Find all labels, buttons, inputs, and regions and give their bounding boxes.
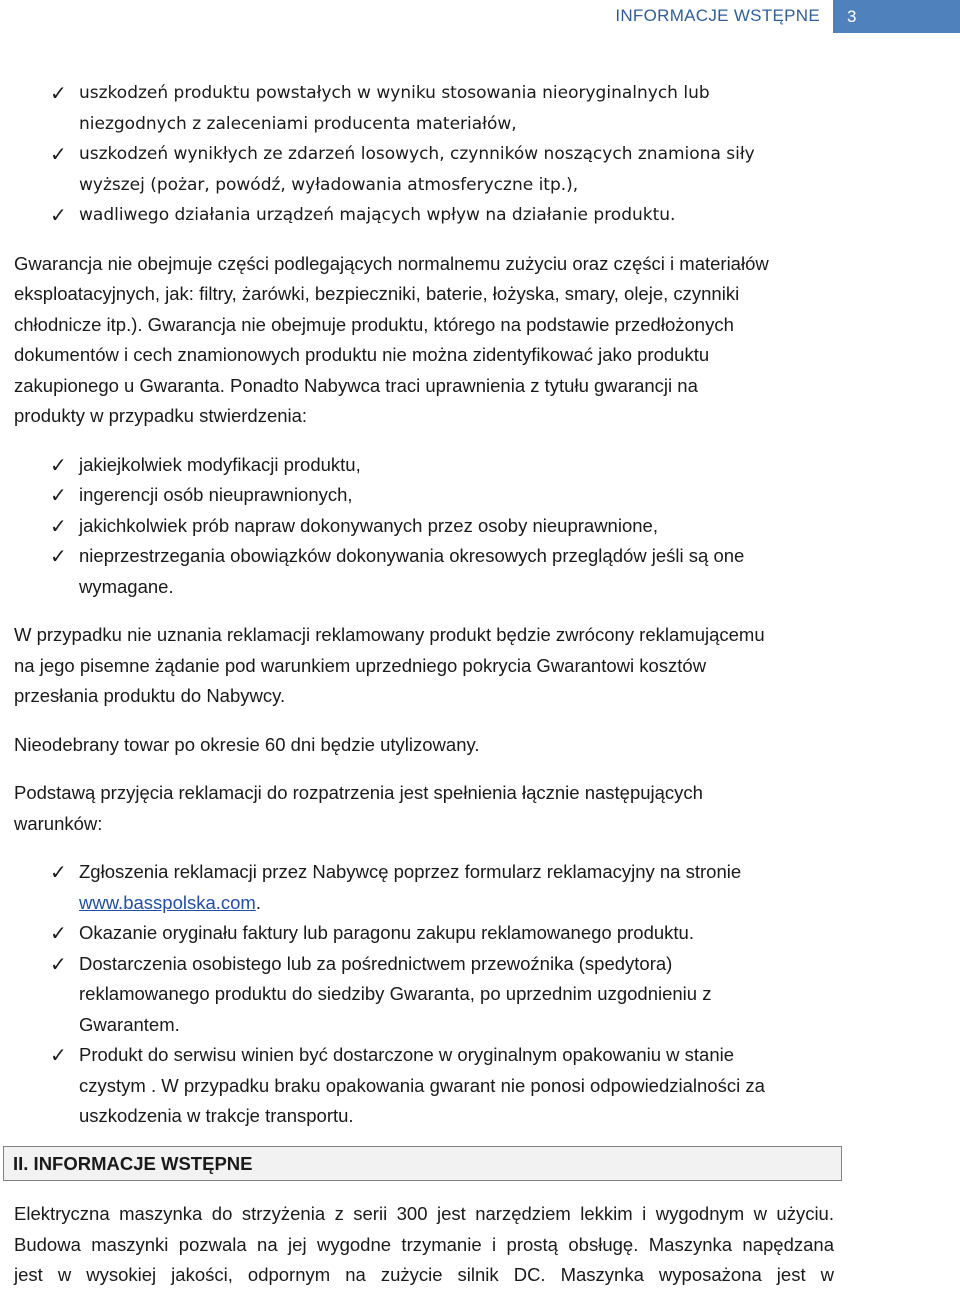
list-item xyxy=(14,511,834,542)
header-title: INFORMACJE WSTĘPNE xyxy=(615,6,820,25)
paragraph-line: na jego pisemne żądanie pod warunkiem uprzedniego pokrycia Gwarantowi kosztów xyxy=(14,654,707,676)
list-item xyxy=(14,78,834,139)
warranty-exclusions-paragraph xyxy=(14,249,834,432)
intro-paragraph xyxy=(14,1199,834,1291)
list-item xyxy=(14,949,834,1041)
page-number: 3 xyxy=(833,0,960,33)
check-icon: ✓ xyxy=(50,921,67,945)
check-icon: ✓ xyxy=(50,203,67,227)
paragraph-line: Elektryczna maszynka do strzyżenia z serii 300 jest narzędziem lekkim i wygodnym w użyciu. xyxy=(14,1203,834,1224)
list-item-text: Dostarczenia osobistego lub za pośrednictwem przewoźnika (spedytora) xyxy=(79,952,673,974)
page-header xyxy=(0,0,960,33)
list-item xyxy=(14,857,834,918)
list-item-text: uszkodzeń wynikłych ze zdarzeń losowych, czynników noszących znamiona siły xyxy=(79,144,755,164)
paragraph-line: jest w wysokiej jakości, odpornym na zużycie silnik DC. Maszynka wyposażona jest w xyxy=(14,1264,834,1285)
check-icon: ✓ xyxy=(50,544,67,568)
list-item-text: uszkodzenia w trakcje transportu. xyxy=(79,1105,354,1126)
list-item-text: Gwarantem. xyxy=(79,1013,180,1035)
list-item xyxy=(14,1040,834,1132)
check-icon: ✓ xyxy=(50,951,67,976)
list-item-text: czystym . W przypadku braku opakowania gwarant nie ponosi odpowiedzialności za xyxy=(79,1074,765,1096)
paragraph-line: zakupionego u Gwaranta. Ponadto Nabywca traci uprawnienia z tytułu gwarancji na xyxy=(14,374,698,396)
list-item xyxy=(14,200,834,231)
list-item-text: niezgodnych z zaleceniami producenta materiałów, xyxy=(79,113,517,134)
conditions-list xyxy=(14,857,834,1132)
paragraph-line: Gwarancja nie obejmuje części podlegających normalnemu zużyciu oraz części i materiałów xyxy=(14,252,769,274)
paragraph-line: chłodnicze itp.). Gwarancja nie obejmuje produktu, którego na podstawie przedłożonych xyxy=(14,313,734,335)
paragraph-line: eksploatacyjnych, jak: filtry, żarówki, bezpieczniki, baterie, łożyska, smary, oleje, czynniki xyxy=(14,283,740,304)
check-icon: ✓ xyxy=(50,142,67,166)
conditions-paragraph xyxy=(14,778,834,839)
check-icon: ✓ xyxy=(50,513,67,538)
paragraph-line: warunków: xyxy=(14,812,103,834)
list-item-text: wymagane. xyxy=(79,575,174,597)
loss-of-rights-list xyxy=(14,450,834,603)
list-item xyxy=(14,541,834,602)
list-item xyxy=(14,139,834,200)
section-heading: II. INFORMACJE WSTĘPNE xyxy=(3,1146,842,1181)
website-link[interactable]: www.basspolska.com xyxy=(79,891,256,913)
paragraph-line: dokumentów i cech znamionowych produktu nie można zidentyfikować jako produktu xyxy=(14,344,710,365)
punctuation: . xyxy=(255,891,261,913)
list-item-text: reklamowanego produktu do siedziby Gwaranta, po uprzednim uzgodnieniu z xyxy=(79,983,712,1004)
check-icon: ✓ xyxy=(50,860,67,884)
disposal-paragraph: Nieodebrany towar po okresie 60 dni będzie utylizowany. xyxy=(14,733,480,755)
list-item-text: uszkodzeń produktu powstałych w wyniku stosowania nieoryginalnych lub xyxy=(79,83,710,103)
list-item xyxy=(14,480,834,511)
list-item-text xyxy=(79,888,834,919)
paragraph-line: W przypadku nie uznania reklamacji reklamowany produkt będzie zwrócony reklamującemu xyxy=(14,624,765,645)
document-body xyxy=(14,78,834,1132)
paragraph-line: przesłania produktu do Nabywcy. xyxy=(14,685,286,706)
paragraph-line: Podstawą przyjęcia reklamacji do rozpatrzenia jest spełnienia łącznie następujących xyxy=(14,782,703,803)
paragraph-line: produkty w przypadku stwierdzenia: xyxy=(14,405,308,426)
list-item-text: Okazanie oryginału faktury lub paragonu zakupu reklamowanego produktu. xyxy=(79,922,694,943)
list-item xyxy=(14,918,834,949)
check-icon: ✓ xyxy=(50,483,67,507)
check-icon: ✓ xyxy=(50,452,67,477)
list-item-text: jakiejkolwiek modyfikacji produktu, xyxy=(79,453,361,475)
check-icon: ✓ xyxy=(50,1043,67,1067)
list-item-text: jakichkolwiek prób napraw dokonywanych przez osoby nieuprawnione, xyxy=(79,514,658,536)
list-item xyxy=(14,450,834,481)
list-item-text: nieprzestrzegania obowiązków dokonywania okresowych przeglądów jeśli są one xyxy=(79,545,745,566)
rejected-complaint-paragraph xyxy=(14,620,834,712)
list-item-text: wyższej (pożar, powódź, wyładowania atmosferyczne itp.), xyxy=(79,174,579,195)
list-item-text: Produkt do serwisu winien być dostarczone w oryginalnym opakowaniu w stanie xyxy=(79,1044,735,1065)
list-item-text: wadliwego działania urządzeń mających wpływ na działanie produktu. xyxy=(79,205,676,225)
exclusions-list xyxy=(14,78,834,231)
list-item-text: ingerencji osób nieuprawnionych, xyxy=(79,484,353,505)
list-item-text: Zgłoszenia reklamacji przez Nabywcę poprzez formularz reklamacyjny na stronie xyxy=(79,861,742,882)
check-icon: ✓ xyxy=(50,81,67,105)
paragraph-line: Budowa maszynki pozwala na jej wygodne trzymanie i prostą obsługę. Maszynka napędzana xyxy=(14,1233,834,1255)
